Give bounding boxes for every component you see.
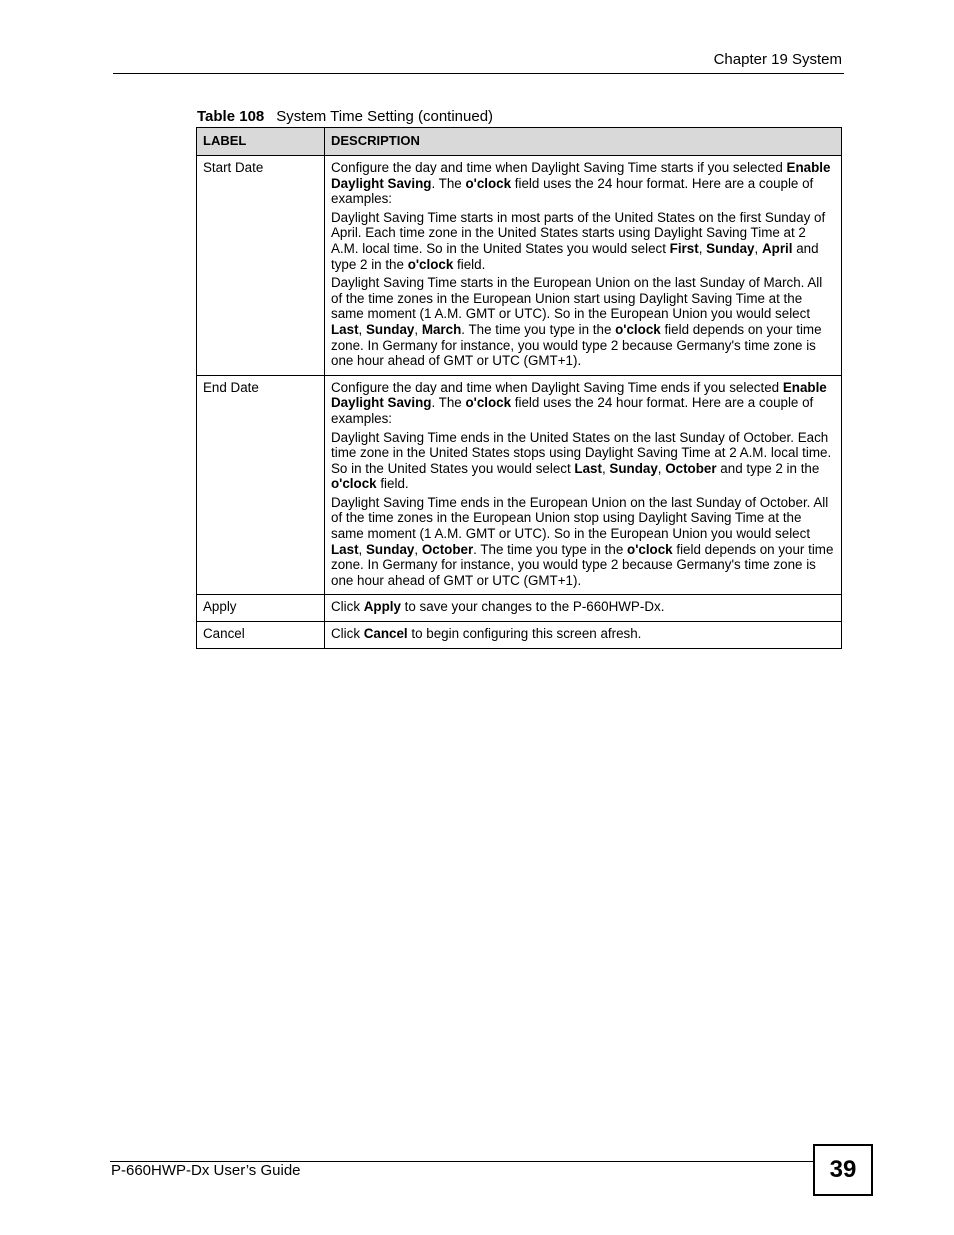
text-segment: and type 2 in the bbox=[716, 460, 820, 476]
text-segment: Daylight Saving Time ends in the European Union on the last Sunday of October. All of the time zones in the European Union stop using Daylight Saving Time at the same moment (1 A.M. GMT or UTC). So in the European Union you would select bbox=[331, 494, 829, 542]
bold-term: Enable Daylight Saving bbox=[331, 379, 827, 411]
text-segment: Daylight Saving Time ends in the United States on the last Sunday of October. Each time zone in the United States stops using Daylight Saving Time at 2 A.M. local time. So in the United States you would select bbox=[331, 429, 832, 476]
text-segment: . The time you type in the bbox=[473, 541, 628, 557]
row-label: Start Date bbox=[197, 156, 325, 376]
text-segment: , bbox=[414, 321, 422, 337]
text-segment: Daylight Saving Time starts in most parts of the United States on the first Sunday of April. Each time zone in the United States starts using Daylight Saving Time at 2 A.M. local time. So in the United States you would select bbox=[331, 209, 826, 256]
bold-term: o'clock bbox=[615, 321, 661, 337]
table-row bbox=[197, 595, 842, 622]
text-segment: field uses the 24 hour format. Here are a couple of examples: bbox=[331, 175, 814, 207]
bold-term: Cancel bbox=[363, 626, 408, 642]
row-label: Cancel bbox=[197, 622, 325, 649]
text-segment: field depends on your time zone. In Germany for instance, you would type 2 because Germany's time zone is one hour ahead of GMT or UTC (GMT+1). bbox=[331, 541, 834, 588]
text-segment: , bbox=[358, 541, 366, 557]
header-divider bbox=[113, 73, 844, 74]
table-row bbox=[197, 375, 842, 595]
row-description bbox=[325, 595, 842, 622]
text-segment: , bbox=[358, 321, 366, 337]
page-number-box bbox=[813, 1144, 873, 1196]
row-description bbox=[325, 622, 842, 649]
bold-term: Sunday bbox=[366, 541, 415, 557]
text-segment: to save your changes to the P-660HWP-Dx. bbox=[400, 599, 665, 615]
text-segment: and type 2 in the bbox=[331, 240, 819, 272]
table-row bbox=[197, 622, 842, 649]
text-segment: Click bbox=[331, 599, 364, 615]
column-header-description: DESCRIPTION bbox=[325, 128, 842, 156]
text-segment: Configure the day and time when Daylight Saving Time ends if you selected bbox=[331, 379, 783, 395]
bold-term: Sunday bbox=[609, 460, 658, 476]
description-paragraph bbox=[331, 380, 835, 427]
bold-term: October bbox=[421, 541, 474, 557]
text-segment: , bbox=[698, 240, 707, 256]
bold-term: Last bbox=[574, 460, 602, 476]
text-segment: , bbox=[754, 240, 762, 256]
system-time-setting-table bbox=[196, 127, 842, 649]
bold-term: Apply bbox=[363, 599, 401, 615]
text-segment: Configure the day and time when Daylight Saving Time starts if you selected bbox=[331, 160, 787, 175]
bold-term: Last bbox=[331, 321, 359, 337]
table-row bbox=[197, 156, 842, 376]
description-paragraph bbox=[331, 430, 835, 492]
text-segment: Click bbox=[331, 626, 364, 642]
text-segment: . The bbox=[431, 395, 466, 411]
table-caption-title: System Time Setting (continued) bbox=[276, 108, 494, 125]
bold-term: o'clock bbox=[465, 175, 512, 191]
bold-term: Enable Daylight Saving bbox=[331, 160, 831, 191]
row-description bbox=[325, 375, 842, 595]
bold-term: o'clock bbox=[331, 476, 377, 492]
bold-term: First bbox=[669, 240, 699, 256]
bold-term: April bbox=[761, 240, 793, 256]
text-segment: Daylight Saving Time starts in the European Union on the last Sunday of March. All of the time zones in the European Union start using Daylight Saving Time at the same moment (1 A.M. GMT or UTC). So in the European Union you would select bbox=[331, 275, 823, 322]
text-segment: field uses the 24 hour format. Here are a couple of examples: bbox=[331, 395, 814, 426]
text-segment: . The bbox=[431, 175, 466, 191]
description-paragraph bbox=[331, 210, 835, 272]
chapter-header: Chapter 19 System bbox=[713, 51, 842, 68]
text-segment: field. bbox=[376, 476, 409, 492]
description-paragraph bbox=[331, 275, 835, 369]
text-segment: , bbox=[657, 460, 666, 476]
table-caption bbox=[197, 108, 493, 126]
page-number: 39 bbox=[829, 1156, 857, 1183]
bold-term: Last bbox=[331, 541, 359, 557]
text-segment: . The time you type in the bbox=[461, 321, 616, 337]
table-caption-number: Table 108 bbox=[197, 108, 265, 125]
bold-term: o'clock bbox=[465, 395, 512, 411]
row-description bbox=[325, 156, 842, 376]
row-label: Apply bbox=[197, 595, 325, 622]
text-segment: , bbox=[601, 460, 610, 476]
bold-term: o'clock bbox=[627, 541, 673, 557]
description-paragraph bbox=[331, 626, 835, 642]
description-paragraph bbox=[331, 495, 835, 589]
row-label: End Date bbox=[197, 375, 325, 595]
text-segment: field. bbox=[453, 256, 486, 272]
table-header-row bbox=[197, 128, 842, 156]
column-header-label: LABEL bbox=[197, 128, 325, 156]
bold-term: Sunday bbox=[366, 321, 415, 337]
text-segment: to begin configuring this screen afresh. bbox=[407, 626, 642, 642]
text-segment: field depends on your time zone. In Germany for instance, you would type 2 because Germany's time zone is one hour ahead of GMT or UTC (GMT+1). bbox=[331, 321, 822, 369]
description-paragraph bbox=[331, 160, 835, 207]
bold-term: Sunday bbox=[706, 240, 755, 256]
bold-term: o'clock bbox=[407, 256, 454, 272]
guide-title: P-660HWP-Dx User’s Guide bbox=[111, 1162, 301, 1179]
table-body bbox=[197, 156, 842, 649]
bold-term: October bbox=[665, 460, 717, 476]
text-segment: , bbox=[414, 541, 422, 557]
description-paragraph bbox=[331, 599, 835, 615]
bold-term: March bbox=[421, 321, 462, 337]
